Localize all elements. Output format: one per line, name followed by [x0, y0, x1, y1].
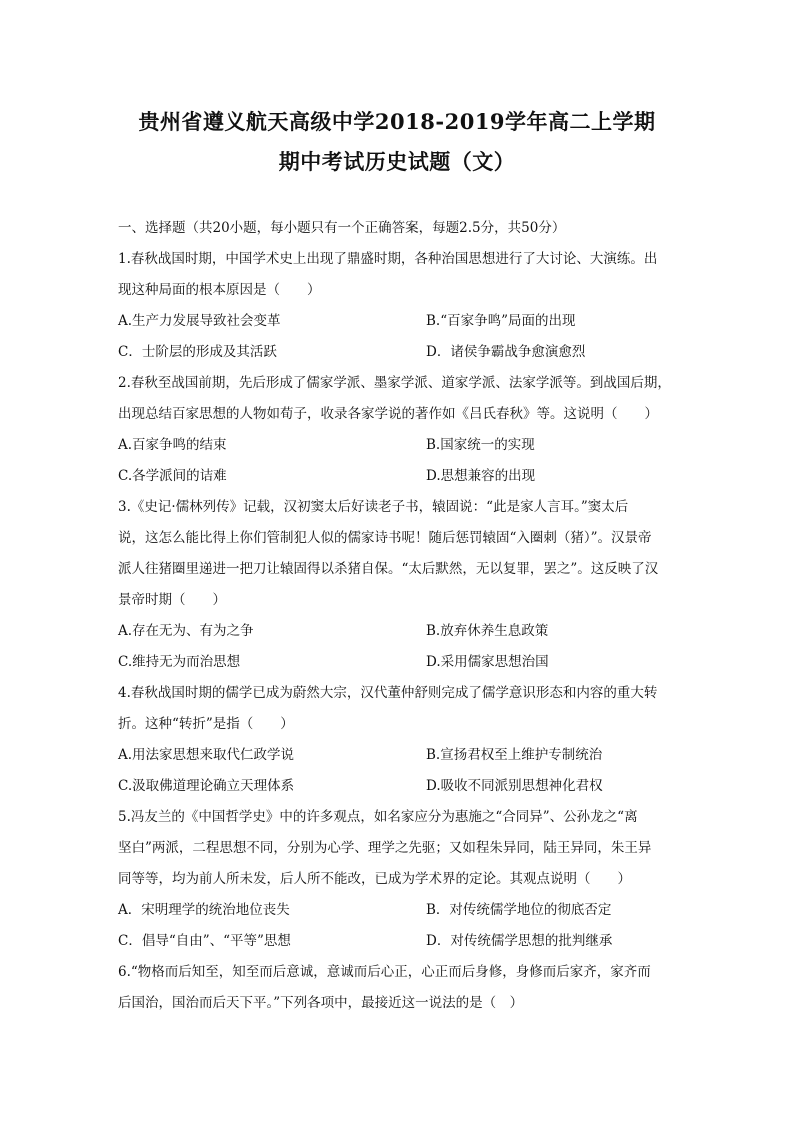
question-3: [118, 492, 678, 678]
option-row: [118, 771, 678, 802]
option-row: [118, 306, 678, 337]
question-stem-line: 派人往猪圈里递进一把刀让辕固得以杀猪自保。“太后默然，无以复罪，罢之”。这反映了汉: [118, 561, 659, 577]
option-c: C．士阶层的形成及其活跃: [118, 344, 277, 360]
question-stem-line: 出现总结百家思想的人物如荀子，收录各家学说的著作如《吕氏春秋》等。这说明（ ）: [118, 406, 658, 422]
option-b: B.放弃休养生息政策: [426, 623, 549, 639]
option-a: A.存在无为、有为之争: [118, 623, 254, 639]
question-stem-line: 景帝时期（ ）: [118, 592, 226, 608]
option-row: [118, 461, 678, 492]
question-stem-line: 同等等，均为前人所未发，后人所不能改，已成为学术界的定论。其观点说明（ ）: [118, 871, 631, 887]
option-row: [118, 430, 678, 461]
question-stem-line: 说，这怎么能比得上你们管制犯人似的儒家诗书呢！随后惩罚辕固“入圈刺（猪）”。汉景帝: [118, 530, 652, 546]
question-stem-line: 后国治，国治而后天下平。”下列各项中，最接近这一说法的是（ ）: [118, 995, 524, 1011]
option-a: A.用法家思想来取代仁政学说: [118, 747, 295, 763]
option-a: A．宋明理学的统治地位丧失: [118, 902, 290, 918]
option-d: D.吸收不同派别思想神化君权: [426, 778, 603, 794]
question-stem-line: 5.冯友兰的《中国哲学史》中的许多观点，如名家应分为惠施之“合同异”、公孙龙之“离: [118, 809, 638, 825]
question-stem-line: 折。这种“转折”是指（ ）: [118, 716, 294, 732]
question-4: [118, 678, 678, 802]
question-2: [118, 368, 678, 492]
section-header: 一、选择题（共20小题，每小题只有一个正确答案，每题2.5分，共50分）: [118, 220, 566, 236]
option-d: D．诸侯争霸战争愈演愈烈: [426, 344, 586, 360]
option-row: [118, 926, 678, 957]
option-row: [118, 337, 678, 368]
option-b: B.国家统一的实现: [426, 437, 535, 453]
option-d: D.采用儒家思想治国: [426, 654, 549, 670]
option-d: D.思想兼容的出现: [426, 468, 536, 484]
question-stem-line: 2.春秋至战国前期，先后形成了儒家学派、墨家学派、道家学派、法家学派等。到战国后期，: [118, 375, 671, 391]
option-a: A.生产力发展导致社会变革: [118, 313, 281, 329]
document-title-line1: 贵州省遵义航天高级中学2018-2019学年高二上学期: [138, 109, 656, 134]
option-c: C.汲取佛道理论确立天理体系: [118, 778, 295, 794]
option-b: B．对传统儒学地位的彻底否定: [426, 902, 612, 918]
question-1: [118, 244, 678, 368]
question-stem-line: 4.春秋战国时期的儒学已成为蔚然大宗，汉代董仲舒则完成了儒学意识形态和内容的重大转: [118, 685, 658, 701]
question-stem-line: 坚白”两派，二程思想不同，分别为心学、理学之先驱；又如程朱异同，陆王异同，朱王异: [118, 840, 652, 856]
question-6: [118, 957, 678, 1019]
option-c: C.各学派间的诘难: [118, 468, 227, 484]
option-row: [118, 895, 678, 926]
question-stem-line: 3.《史记·儒林列传》记载，汉初窦太后好读老子书，辕固说：“此是家人言耳。”窦太后: [118, 499, 629, 515]
option-a: A.百家争鸣的结束: [118, 437, 227, 453]
question-stem-line: 现这种局面的根本原因是（ ）: [118, 282, 321, 298]
option-row: [118, 740, 678, 771]
question-stem-line: 1.春秋战国时期，中国学术史上出现了鼎盛时期，各种治国思想进行了大讨论、大演练。出: [118, 251, 658, 267]
option-row: [118, 647, 678, 678]
option-d: D．对传统儒学思想的批判继承: [426, 933, 613, 949]
question-5: [118, 802, 678, 957]
option-c: C．倡导“自由”、“平等”思想: [118, 933, 291, 949]
document-body: [118, 213, 678, 1019]
option-c: C.维持无为而治思想: [118, 654, 241, 670]
option-b: B.宣扬君权至上维护专制统治: [426, 747, 603, 763]
option-b: B.“百家争鸣”局面的出现: [426, 313, 576, 329]
document-title-line2: 期中考试历史试题（文）: [278, 149, 516, 174]
question-stem-line: 6.“物格而后知至，知至而后意诚，意诚而后心正，心正而后身修，身修而后家齐，家齐而: [118, 964, 651, 980]
option-row: [118, 616, 678, 647]
